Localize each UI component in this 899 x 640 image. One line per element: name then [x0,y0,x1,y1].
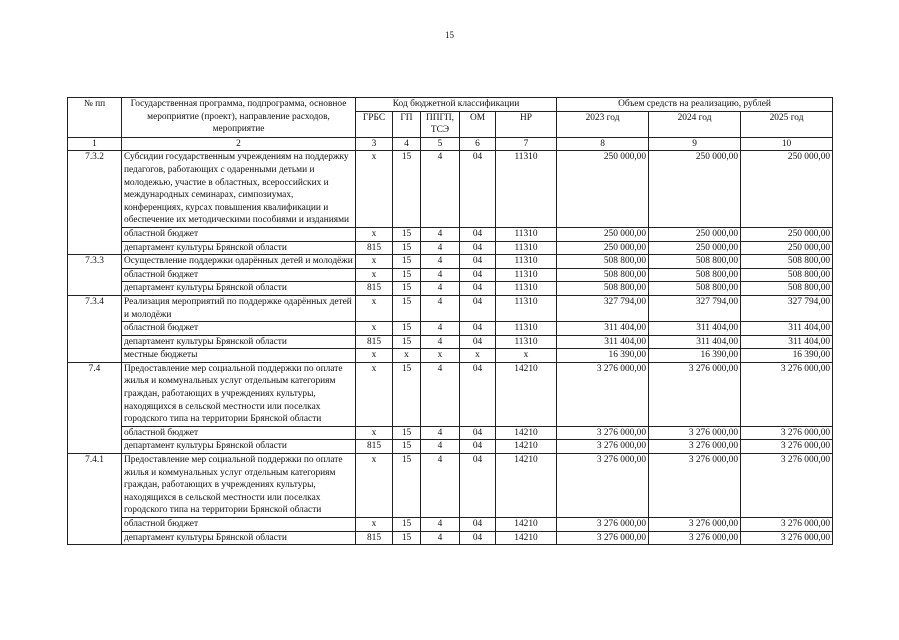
cell-2024: 3 276 000,00 [649,518,741,532]
cell-name: департамент культуры Брянской области [122,531,356,545]
cell-2024: 311 404,00 [649,335,741,349]
cell-grbs: х [356,322,393,336]
header-code-group: Код бюджетной классификации [356,98,557,112]
cell-nr: 11310 [496,255,557,269]
cell-2023: 3 276 000,00 [557,362,649,426]
header-2024: 2024 год [649,111,741,137]
cell-name: Предоставление мер социальной поддержки по оплате жилья и коммунальных услуг отдельным категориям граждан, работающих в учреждениях культуры, находящихся в сельской местности или поселках городского типа на территории Брянской области [122,362,356,426]
cell-2025: 3 276 000,00 [741,440,833,454]
cell-no: 7.3.3 [68,255,122,296]
cell-2024: 250 000,00 [649,241,741,255]
table-row [68,362,833,426]
cell-grbs: х [356,268,393,282]
cell-2025: 16 390,00 [741,349,833,363]
cell-om: 04 [460,322,496,336]
header-ppgp: ППГП, ТСЭ [421,111,460,137]
header-no: № пп [68,98,122,138]
cell-2025: 250 000,00 [741,227,833,241]
cell-om: 04 [460,227,496,241]
cell-ppgp: 4 [421,440,460,454]
index-cell: 8 [557,137,649,151]
cell-gp: 15 [393,322,421,336]
table-subrow [68,227,833,241]
cell-name: областной бюджет [122,322,356,336]
header-nr: НР [496,111,557,137]
cell-2025: 311 404,00 [741,335,833,349]
table-subrow [68,282,833,296]
cell-om: 04 [460,362,496,426]
cell-2023: 311 404,00 [557,322,649,336]
cell-ppgp: 4 [421,295,460,321]
header-2023: 2023 год [557,111,649,137]
index-cell: 4 [393,137,421,151]
cell-2024: 3 276 000,00 [649,454,741,518]
cell-name: областной бюджет [122,426,356,440]
cell-ppgp: 4 [421,151,460,228]
cell-ppgp: 4 [421,255,460,269]
cell-nr: 14210 [496,362,557,426]
cell-2025: 311 404,00 [741,322,833,336]
table-row [68,295,833,321]
cell-gp: 15 [393,531,421,545]
table-subrow [68,349,833,363]
header-program: Государственная программа, подпрограмма, основное мероприятие (проект), направление расходов, мероприятие [122,98,356,138]
cell-2024: 311 404,00 [649,322,741,336]
cell-nr: 11310 [496,227,557,241]
cell-ppgp: 4 [421,531,460,545]
cell-2023: 311 404,00 [557,335,649,349]
cell-2023: 3 276 000,00 [557,518,649,532]
cell-2025: 3 276 000,00 [741,531,833,545]
cell-gp: 15 [393,255,421,269]
cell-om: 04 [460,295,496,321]
table-subrow [68,440,833,454]
cell-grbs: х [356,151,393,228]
table-subrow [68,531,833,545]
cell-om: 04 [460,531,496,545]
cell-2023: 508 800,00 [557,255,649,269]
cell-nr: 14210 [496,531,557,545]
cell-2025: 327 794,00 [741,295,833,321]
cell-nr: 14210 [496,426,557,440]
cell-name: областной бюджет [122,518,356,532]
cell-gp: 15 [393,241,421,255]
cell-grbs: х [356,362,393,426]
cell-ppgp: 4 [421,362,460,426]
cell-nr: 11310 [496,295,557,321]
cell-2023: 3 276 000,00 [557,454,649,518]
cell-2025: 3 276 000,00 [741,454,833,518]
cell-gp: 15 [393,268,421,282]
cell-no: 7.4.1 [68,454,122,545]
cell-name: Осуществление поддержки одарённых детей и молодёжи [122,255,356,269]
cell-nr: 14210 [496,454,557,518]
cell-name: департамент культуры Брянской области [122,440,356,454]
cell-nr: 11310 [496,151,557,228]
cell-om: 04 [460,518,496,532]
cell-om: 04 [460,241,496,255]
cell-om: 04 [460,426,496,440]
index-cell: 10 [741,137,833,151]
cell-om: 04 [460,282,496,296]
cell-2023: 508 800,00 [557,268,649,282]
table-body [68,151,833,545]
cell-gp: 15 [393,362,421,426]
cell-2025: 508 800,00 [741,268,833,282]
cell-nr: 11310 [496,322,557,336]
cell-2023: 508 800,00 [557,282,649,296]
cell-2025: 3 276 000,00 [741,518,833,532]
index-cell: 9 [649,137,741,151]
cell-om: х [460,349,496,363]
index-cell: 5 [421,137,460,151]
cell-name: Предоставление мер социальной поддержки по оплате жилья и коммунальных услуг отдельным категориям граждан, работающих в учреждениях культуры, находящихся в сельской местности или поселках городского типа на территории Брянской области [122,454,356,518]
cell-2023: 3 276 000,00 [557,440,649,454]
cell-gp: 15 [393,454,421,518]
cell-name: местные бюджеты [122,349,356,363]
table-header [68,98,833,151]
cell-2025: 3 276 000,00 [741,362,833,426]
cell-grbs: х [356,518,393,532]
cell-grbs: х [356,227,393,241]
cell-2023: 250 000,00 [557,241,649,255]
header-om: ОМ [460,111,496,137]
cell-2023: 250 000,00 [557,227,649,241]
index-cell: 3 [356,137,393,151]
cell-gp: 15 [393,227,421,241]
cell-name: департамент культуры Брянской области [122,282,356,296]
cell-2024: 3 276 000,00 [649,531,741,545]
cell-2023: 3 276 000,00 [557,531,649,545]
cell-nr: 14210 [496,440,557,454]
cell-gp: 15 [393,335,421,349]
cell-ppgp: 4 [421,454,460,518]
header-2025: 2025 год [741,111,833,137]
cell-grbs: 815 [356,440,393,454]
cell-no: 7.3.2 [68,151,122,255]
cell-gp: х [393,349,421,363]
cell-grbs: х [356,454,393,518]
cell-nr: 11310 [496,241,557,255]
cell-2024: 508 800,00 [649,282,741,296]
cell-grbs: 815 [356,531,393,545]
table-subrow [68,322,833,336]
cell-2024: 3 276 000,00 [649,426,741,440]
cell-ppgp: 4 [421,335,460,349]
cell-nr: 11310 [496,268,557,282]
cell-2025: 508 800,00 [741,282,833,296]
table-row [68,151,833,228]
cell-grbs: 815 [356,282,393,296]
index-row [68,137,833,151]
cell-2023: 16 390,00 [557,349,649,363]
cell-grbs: 815 [356,335,393,349]
cell-ppgp: 4 [421,518,460,532]
cell-2024: 327 794,00 [649,295,741,321]
cell-grbs: 815 [356,241,393,255]
cell-om: 04 [460,268,496,282]
cell-name: Реализация мероприятий по поддержке одарённых детей и молодёжи [122,295,356,321]
cell-2025: 3 276 000,00 [741,426,833,440]
table-row [68,454,833,518]
cell-2024: 508 800,00 [649,268,741,282]
cell-gp: 15 [393,440,421,454]
cell-name: департамент культуры Брянской области [122,241,356,255]
cell-gp: 15 [393,426,421,440]
cell-om: 04 [460,454,496,518]
cell-grbs: х [356,349,393,363]
cell-2024: 508 800,00 [649,255,741,269]
cell-grbs: х [356,295,393,321]
cell-no: 7.3.4 [68,295,122,362]
cell-ppgp: 4 [421,282,460,296]
cell-name: департамент культуры Брянской области [122,335,356,349]
cell-name: областной бюджет [122,227,356,241]
header-gp: ГП [393,111,421,137]
cell-2024: 3 276 000,00 [649,362,741,426]
cell-2024: 250 000,00 [649,151,741,228]
header-volume-group: Объем средств на реализацию, рублей [557,98,833,112]
cell-2025: 250 000,00 [741,241,833,255]
cell-gp: 15 [393,151,421,228]
cell-2025: 508 800,00 [741,255,833,269]
budget-table [67,97,833,545]
cell-name: областной бюджет [122,268,356,282]
cell-gp: 15 [393,282,421,296]
cell-2023: 327 794,00 [557,295,649,321]
cell-om: 04 [460,440,496,454]
cell-gp: 15 [393,295,421,321]
cell-2023: 3 276 000,00 [557,426,649,440]
cell-om: 04 [460,255,496,269]
cell-ppgp: 4 [421,227,460,241]
cell-om: 04 [460,335,496,349]
header-grbs: ГРБС [356,111,393,137]
cell-2024: 250 000,00 [649,227,741,241]
cell-2024: 3 276 000,00 [649,440,741,454]
cell-2025: 250 000,00 [741,151,833,228]
cell-2024: 16 390,00 [649,349,741,363]
table-row [68,255,833,269]
cell-gp: 15 [393,518,421,532]
index-cell: 2 [122,137,356,151]
table-subrow [68,335,833,349]
cell-no: 7.4 [68,362,122,453]
table-subrow [68,241,833,255]
index-cell: 1 [68,137,122,151]
cell-nr: 14210 [496,518,557,532]
cell-nr: 11310 [496,282,557,296]
cell-ppgp: 4 [421,241,460,255]
cell-ppgp: 4 [421,322,460,336]
table-subrow [68,268,833,282]
index-cell: 6 [460,137,496,151]
cell-2023: 250 000,00 [557,151,649,228]
table-subrow [68,426,833,440]
index-cell: 7 [496,137,557,151]
cell-name: Субсидии государственным учреждениям на поддержку педагогов, работающих с одаренными детьми и молодежью, участие в областных, всероссийских и международных семинарах, симпозиумах, конференциях, курсах повышения квалификации и обеспечение их методическими пособиями и изданиями [122,151,356,228]
cell-om: 04 [460,151,496,228]
table-subrow [68,518,833,532]
cell-ppgp: х [421,349,460,363]
cell-ppgp: 4 [421,426,460,440]
cell-nr: х [496,349,557,363]
page-number: 15 [445,30,454,40]
cell-ppgp: 4 [421,268,460,282]
cell-grbs: х [356,255,393,269]
cell-grbs: х [356,426,393,440]
cell-nr: 11310 [496,335,557,349]
